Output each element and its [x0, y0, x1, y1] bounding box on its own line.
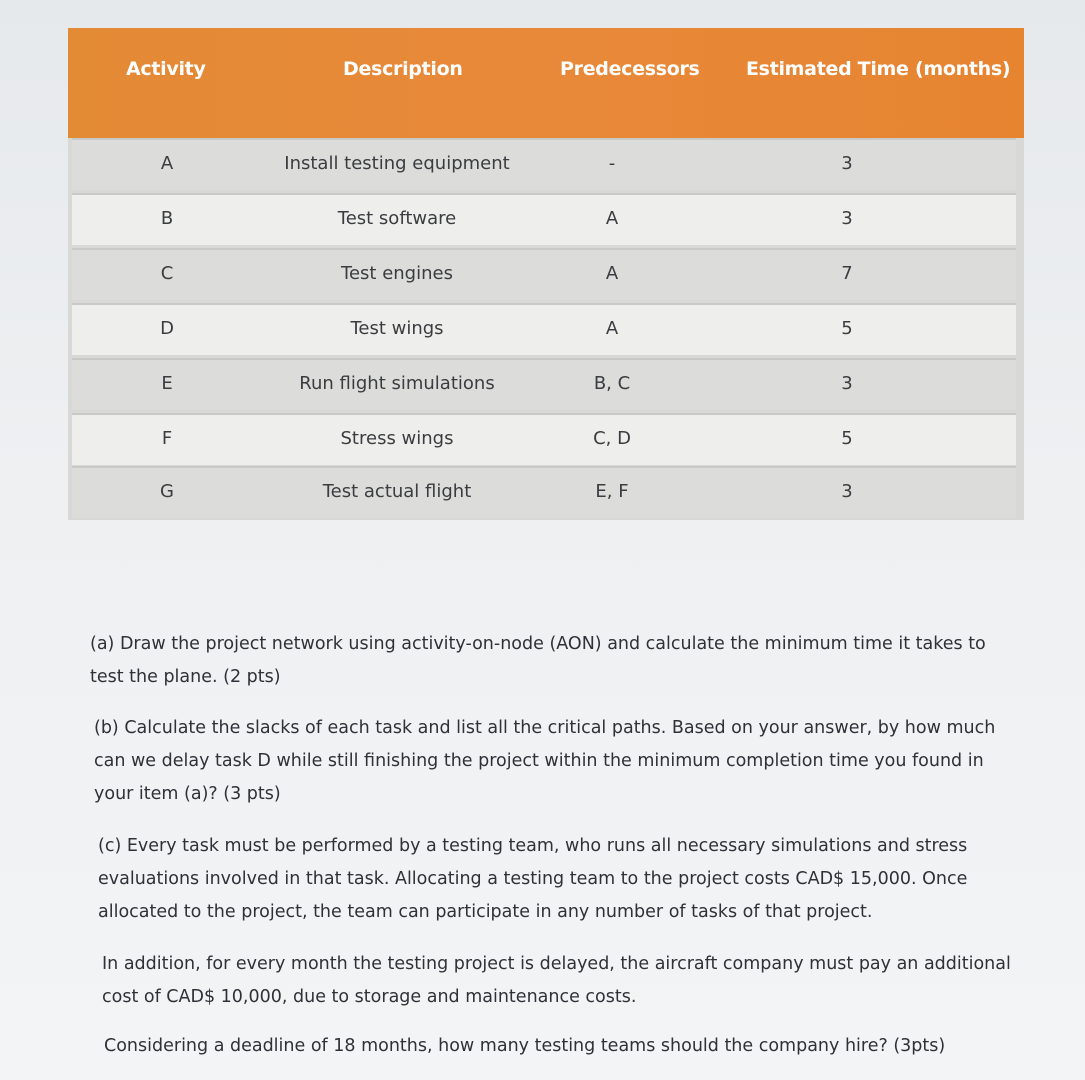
cell-predecessors: A — [605, 263, 619, 284]
table-row — [72, 466, 1016, 518]
table-row — [72, 358, 1016, 410]
table-row — [72, 248, 1016, 300]
cell-description: Test engines — [341, 263, 453, 284]
question-c-prompt: Considering a deadline of 18 months, how many testing teams should the company hire? (3pts) — [104, 1036, 946, 1056]
cell-description: Test actual flight — [322, 481, 472, 502]
cell-time: 5 — [841, 428, 853, 449]
table-row — [72, 303, 1016, 355]
table-row — [72, 413, 1016, 465]
cell-predecessors: C, D — [593, 428, 631, 449]
question-a: (a) Draw the project network using activity-on-node (AON) and calculate the minimum time it takes to test the plane. (2 pts) — [90, 634, 986, 687]
cell-predecessors: - — [608, 153, 616, 174]
question-c: (c) Every task must be performed by a testing team, who runs all necessary simulations and stress evaluations involved in that task. Allocating a testing team to the project costs CAD$ 15,000. Once allocated to the project, the team can participate in any number of tasks of that project. — [98, 836, 968, 922]
table-row — [72, 193, 1016, 245]
cell-time: 5 — [841, 318, 853, 339]
cell-time: 3 — [841, 153, 853, 174]
cell-activity: G — [160, 481, 174, 502]
table-row — [72, 138, 1016, 190]
cell-predecessors: A — [605, 318, 619, 339]
cell-description: Stress wings — [340, 428, 454, 449]
cell-time: 3 — [841, 373, 853, 394]
cell-description: Test software — [337, 208, 457, 229]
header-description: Description — [343, 58, 463, 80]
cell-time: 3 — [841, 481, 853, 502]
cell-activity: F — [161, 428, 173, 449]
question-c-continued: In addition, for every month the testing project is delayed, the aircraft company must pay an additional cost of CAD$ 10,000, due to storage and maintenance costs. — [102, 954, 1011, 1007]
cell-activity: C — [160, 263, 174, 284]
cell-activity: D — [160, 318, 174, 339]
header-predecessors: Predecessors — [560, 58, 700, 80]
cell-predecessors: A — [605, 208, 619, 229]
cell-time: 7 — [841, 263, 853, 284]
cell-time: 3 — [841, 208, 853, 229]
cell-description: Run flight simulations — [299, 373, 495, 394]
header-estimated-time: Estimated Time (months) — [746, 58, 1011, 80]
table-header — [68, 28, 1024, 138]
cell-description: Test wings — [350, 318, 444, 339]
cell-predecessors: E, F — [595, 481, 629, 502]
cell-predecessors: B, C — [593, 373, 631, 394]
cell-activity: A — [160, 153, 174, 174]
cell-activity: B — [160, 208, 174, 229]
cell-description: Install testing equipment — [284, 153, 510, 174]
activity-table — [68, 28, 1024, 520]
cell-activity: E — [161, 373, 173, 394]
header-activity: Activity — [126, 58, 206, 80]
question-b: (b) Calculate the slacks of each task and list all the critical paths. Based on your answer, by how much can we delay task D while still finishing the project within the minimum completion time you found in your item (a)? (3 pts) — [94, 718, 996, 804]
